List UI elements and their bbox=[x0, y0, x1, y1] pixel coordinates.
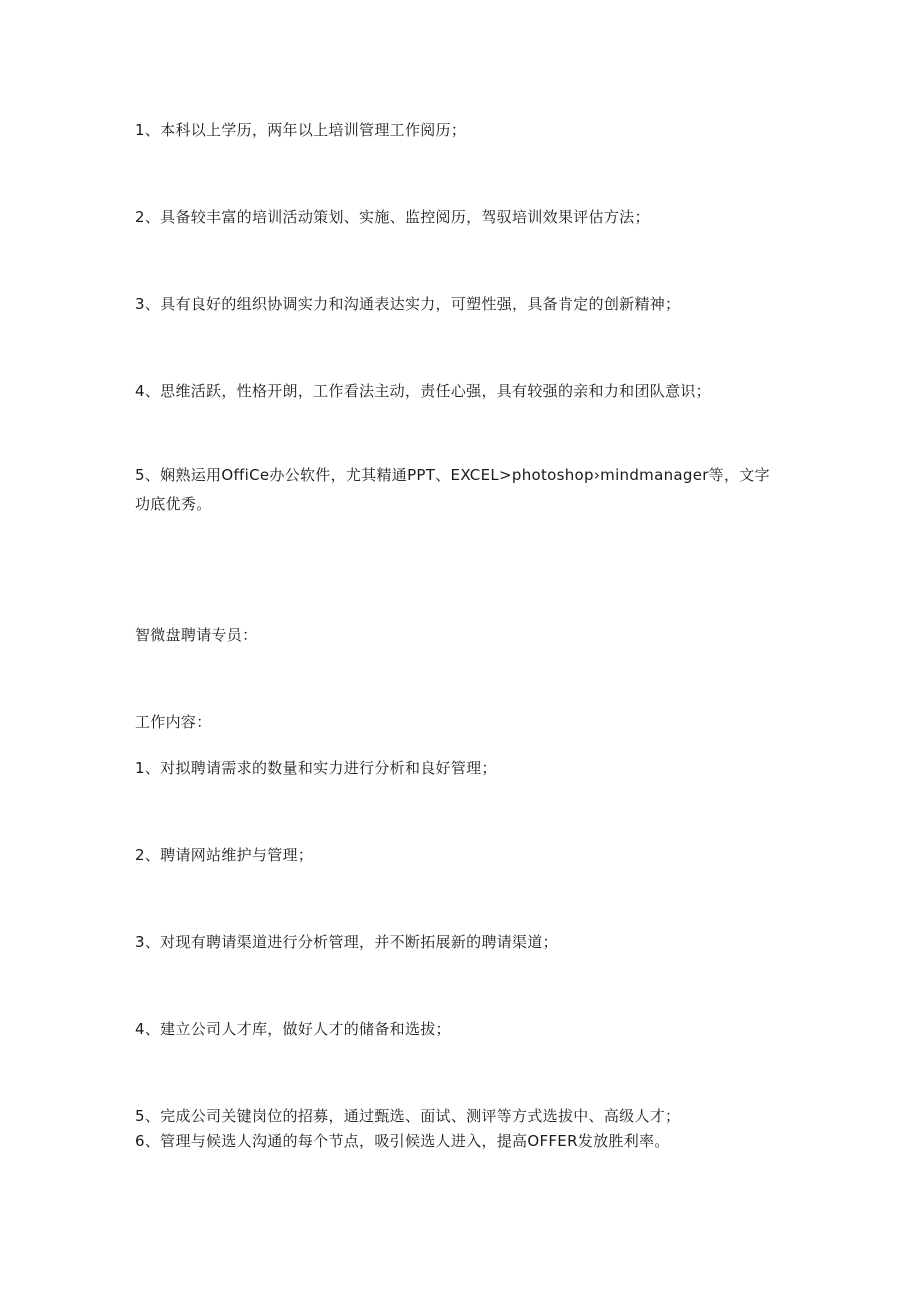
requirement-item-5: 5、娴熟运用OffiCe办公软件，尤其精通PPT、EXCEL>photoshop›mindmanager等，文字功底优秀。 bbox=[135, 466, 770, 513]
duty-item-4: 4、建立公司人才库，做好人才的储备和选拔； bbox=[135, 1020, 451, 1038]
requirement-item-3: 3、具有良好的组织协调实力和沟通表达实力，可塑性强，具备肯定的创新精神； bbox=[135, 295, 681, 313]
duty-item-6: 6、管理与候选人沟通的每个节点，吸引候选人进入，提高OFFER发放胜利率。 bbox=[135, 1132, 670, 1150]
requirement-item-1: 1、本科以上学历，两年以上培训管理工作阅历； bbox=[135, 121, 467, 139]
duty-item-5: 5、完成公司关键岗位的招募，通过甄选、面试、测评等方式选拔中、高级人才； bbox=[135, 1107, 681, 1125]
section-title: 智微盘聘请专员： bbox=[135, 626, 258, 644]
requirement-item-4: 4、思维活跃，性格开朗，工作看法主动，责任心强，具有较强的亲和力和团队意识； bbox=[135, 382, 711, 400]
duty-item-3: 3、对现有聘请渠道进行分析管理，并不断拓展新的聘请渠道； bbox=[135, 933, 558, 951]
duty-item-2: 2、聘请网站维护与管理； bbox=[135, 846, 314, 864]
requirement-item-2: 2、具备较丰富的培训活动策划、实施、监控阅历，驾驭培训效果评估方法； bbox=[135, 208, 650, 226]
duty-item-1: 1、对拟聘请需求的数量和实力进行分析和良好管理； bbox=[135, 759, 497, 777]
section-subtitle: 工作内容： bbox=[135, 713, 212, 731]
